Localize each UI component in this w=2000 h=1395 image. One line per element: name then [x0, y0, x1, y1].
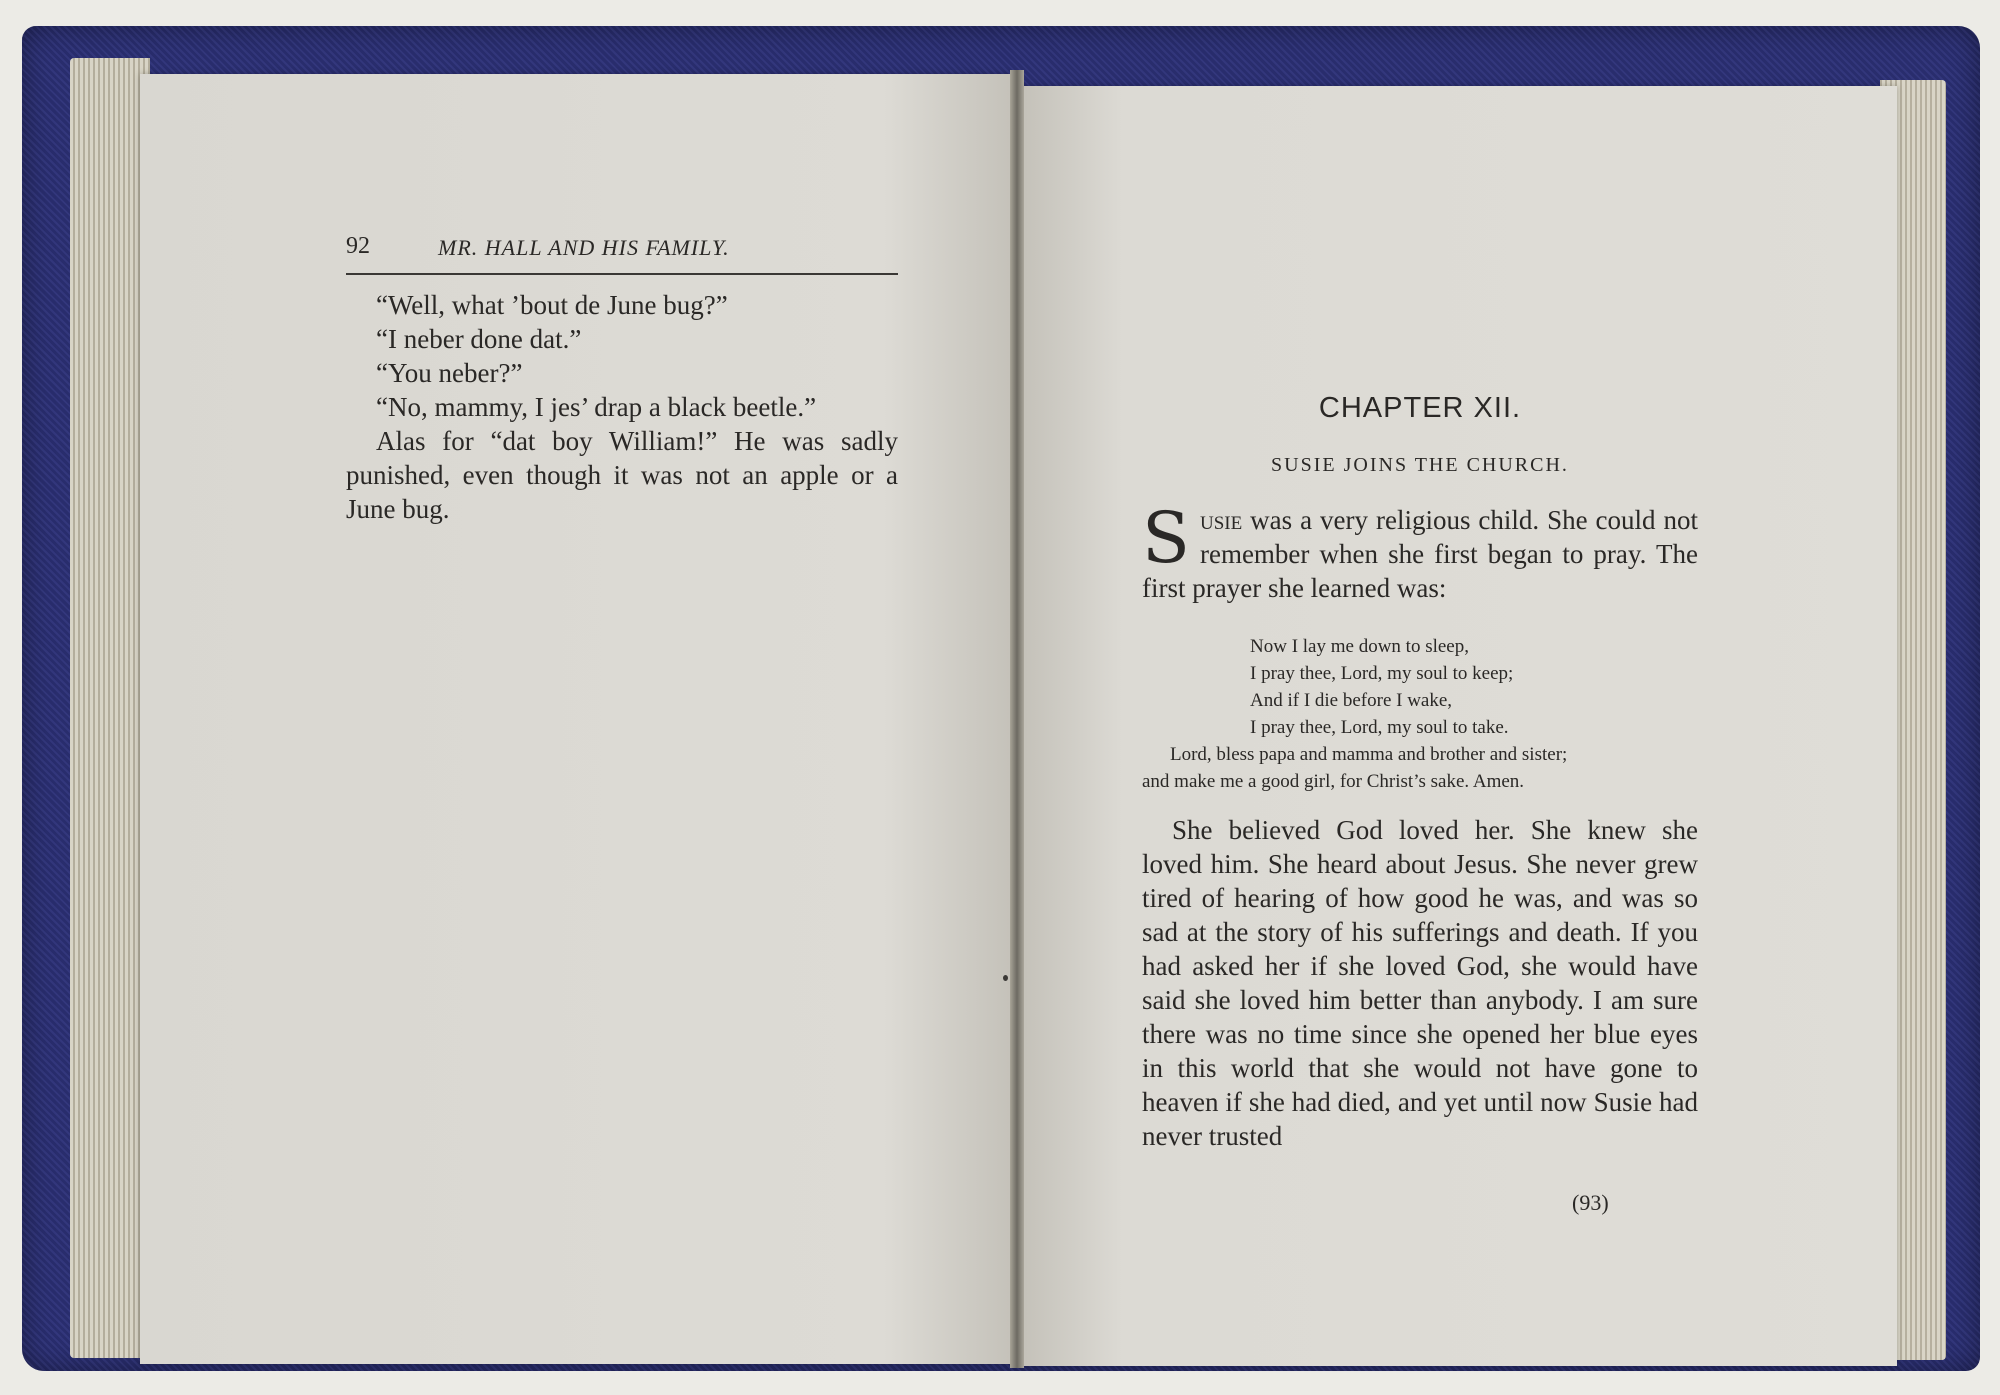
page-number-left: 92: [346, 233, 370, 259]
chapter-title: CHAPTER XII.: [1318, 392, 1522, 424]
prayer-verse: And if I die before I wake,: [1250, 690, 1453, 711]
dialogue-line: “Well, what ’bout de June bug?”: [376, 290, 728, 320]
body-paragraph: [1142, 813, 1698, 1153]
paragraph: She believed God loved her. She knew she loved him. She heard about Jesus. She never grew tired of hearing of how good he was, and was so sad at the story of his sufferings and death. If you had asked her if she loved God, she would have said she loved him better than anybody. I am sure there was no time since she opened her blue eyes in this world that she would not have gone to heaven if she had died, and yet until now Susie had never trusted: [1142, 815, 1698, 1151]
opening-text: was a very religious child. She could not remember when she first began to pray. The first prayer she learned was:: [1142, 505, 1698, 603]
ink-speck: [1003, 975, 1008, 981]
running-title: MR. HALL AND HIS FAMILY.: [438, 235, 730, 260]
running-head: [346, 233, 898, 275]
prayer: [1142, 633, 1698, 795]
prayer-verse: I pray thee, Lord, my soul to keep;: [1250, 663, 1514, 684]
drop-cap: S: [1142, 497, 1190, 579]
chapter-subtitle: SUSIE JOINS THE CHURCH.: [1271, 454, 1569, 476]
dialogue-line: “I neber done dat.”: [376, 324, 582, 354]
left-page-body: [346, 288, 898, 526]
paragraph: Alas for “dat boy William!” He was sadly punished, even though it was not an apple or a June bug.: [346, 426, 898, 524]
page-number-right: (93): [1572, 1190, 1609, 1215]
dialogue-line: “You neber?”: [376, 358, 523, 388]
dialogue-line: “No, mammy, I jes’ drap a black beetle.”: [376, 392, 817, 422]
opening-paragraph: [1142, 497, 1698, 605]
prayer-verse: Now I lay me down to sleep,: [1250, 636, 1469, 657]
page-edges-left: [70, 58, 150, 1358]
opening-smallcaps: usie: [1199, 505, 1243, 535]
prayer-prose: Lord, bless papa and mamma and brother and sister;: [1170, 744, 1568, 765]
prayer-verse: I pray thee, Lord, my soul to take.: [1250, 717, 1509, 738]
prayer-prose: and make me a good girl, for Christ’s sake. Amen.: [1142, 771, 1525, 792]
book-gutter: [1010, 70, 1024, 1368]
